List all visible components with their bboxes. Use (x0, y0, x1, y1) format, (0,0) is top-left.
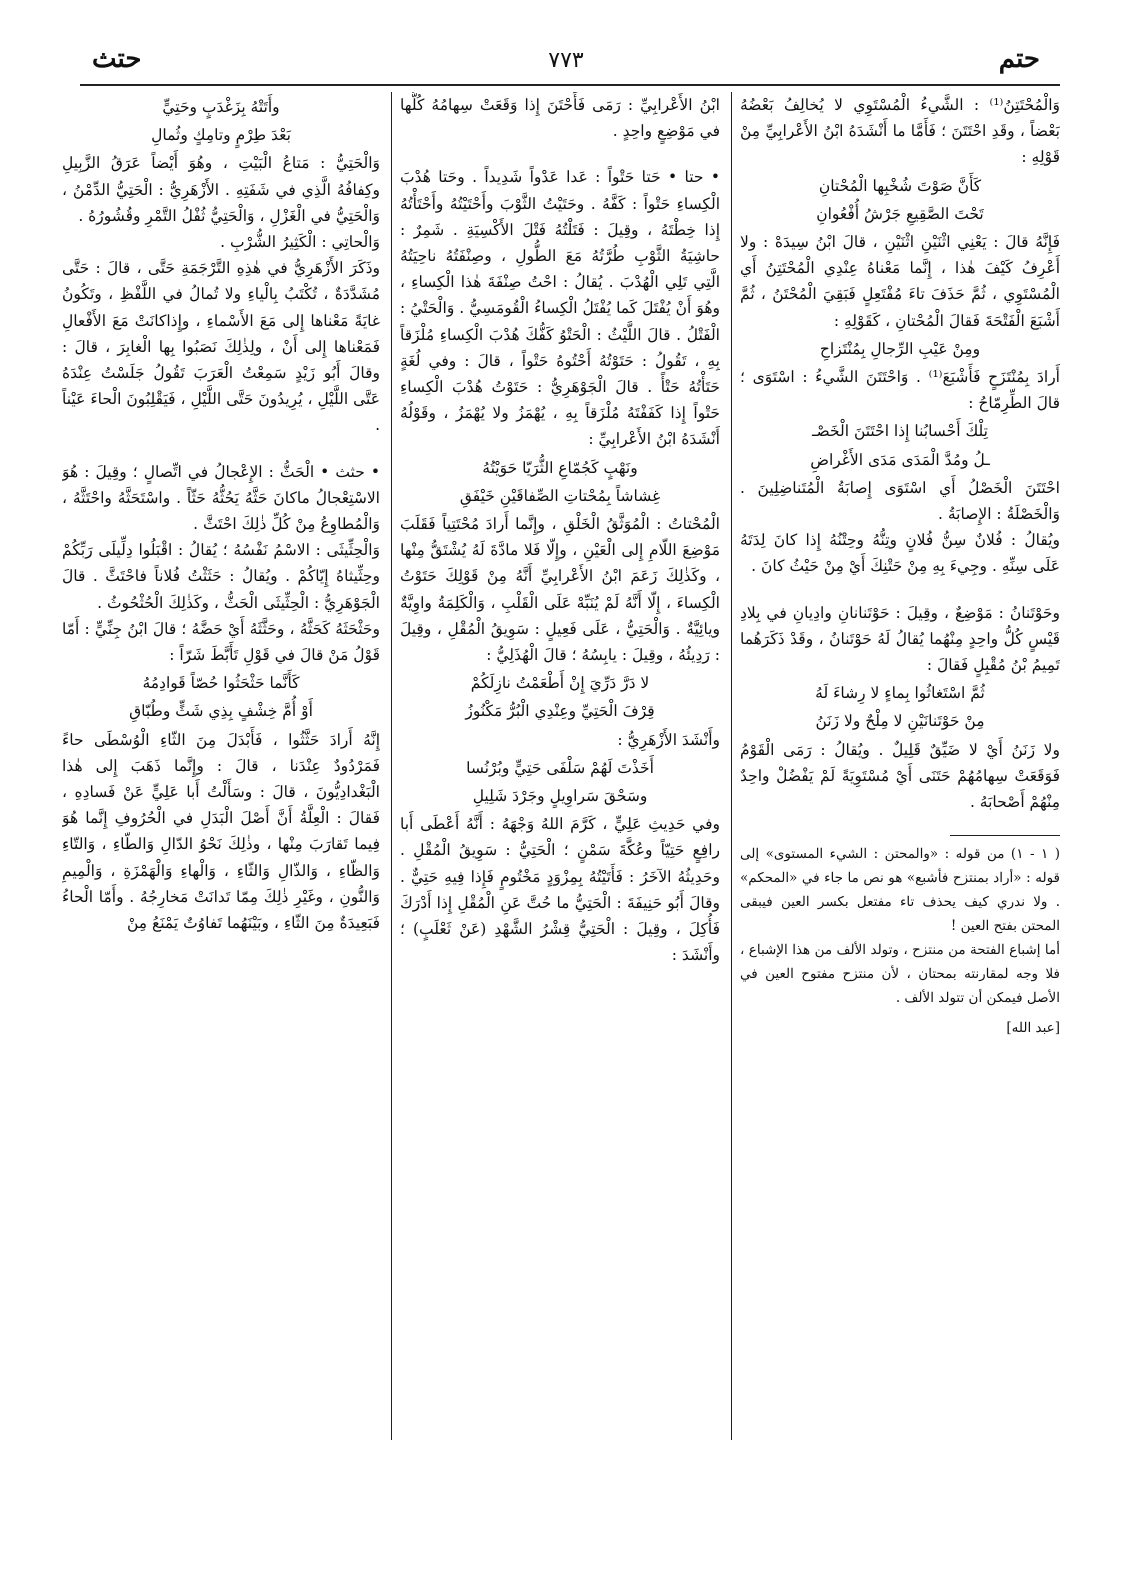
verse-line: كَأَنَّما حَثْحَثُوا حُصّاً قَوادِمُهُ (142, 674, 300, 693)
footnote-signature: [عبد الله] (1006, 1020, 1060, 1037)
verse-line: وسَحْقَ سَراوِيلٍ وجَرْدَ شَلِيلِ (472, 787, 648, 806)
paragraph: احْتَتَنَ الْخَصْلُ أَي اسْتَوَى إِصابَةُ الْمُتَناضِلِينَ . وَالْخَصْلَةُ : الإِصابَةُ . (740, 478, 1060, 524)
page-number: ٧٧٣ (548, 48, 584, 73)
column-1 (740, 92, 1060, 1442)
footnote-rule (950, 835, 1060, 836)
column-3 (62, 92, 380, 1442)
header-right-word: حتم (998, 44, 1040, 74)
entry-hathth: • حثث • الْحَثُّ : الإِعْجالُ في اتِّصالٍ ؛ وقِيلَ : هُوَ الاسْتِعْجالُ ماكانَ حَثَّهُ يَحُثُّهُ حَثّاً . واسْتَحَثَّهُ واحْتَثَّهُ ، وَالْمُطاوِعُ مِنْ كُلِّ ذٰلِكَ احْتَثَّ . (62, 462, 380, 534)
column-divider (731, 92, 732, 1440)
verse-line: ثُمَّ اسْتَغاثُوا بِماءٍ لا رِشاءَ لَهُ (815, 684, 985, 703)
verse-line: كَأَنَّ صَوْتَ شُخْبِها الْمُحْتانِ (818, 176, 982, 195)
verse-line: وأَتَتْهُ بِزَغْدَبٍ وحَتِيٍّ (162, 98, 280, 116)
verse-line: تَحْتَ الصَّقِيعِ جَرْشُ أُفْعُوانِ (816, 204, 984, 223)
verse-line: ونَهْبٍ كَجُمّاعِ الثُّرَيّا حَوَيْتُهُ (482, 458, 638, 477)
paragraph: أَرادَ بِمُنْتَزَحٍ فَأَشْبَعَ⁽¹⁾ . وَاحْتَتَنَ الشَّيءُ : اسْتَوَى ؛ قالَ الطِّرِمّاحُ : (740, 368, 1060, 413)
paragraph: فَإِنَّهُ قالَ : يَعْنِي اثْنَيْنِ اثْنَيْنِ ، قالَ ابْنُ سِيدَهْ : ولا أَعْرِفُ كَيْفَ هٰذا ، إِنَّما مَعْناهُ عِنْدِي الْمُحْتَتِنُ أَي الْمُسْتَوِي ، ثُمَّ حَذَفَ تاءَ مُفْتَعِلٍ فَبَقِيَ الْمُحْتَنُ ، ثُمَّ أَشْبَعَ الْفَتْحَةَ فَقالَ الْمُحْتانِ ، كَقَوْلِهِ : (740, 233, 1060, 330)
paragraph: إِنَّهُ أَرادَ حَثَّثُوا ، فَأَبْدَلَ مِنَ الثّاءِ الْوُسْطَى حاءً فَمَرْدُودٌ عِنْدَنا ، قالَ : وإِنَّما ذَهَبَ إِلى هٰذا الْبَغْدادِيُّونَ ، قالَ : وسَأَلْتُ أَبا عَلِيٍّ عَنْ فَسادِهِ ، فَقالَ : الْعِلَّةُ أَنَّ أَصْلَ الْبَدَلِ في الْحُرُوفِ إِنَّما هُوَ فِيما تَقارَبَ مِنْها ، وذٰلِكَ نَحْوُ الدّالِ وَالطّاءِ ، وَالتّاءِ وَالظّاءِ ، وَالذّالِ وَالثّاءِ ، وَالْهاءِ وَالْهَمْزَةِ ، وَالْمِيمِ وَالنُّونِ ، وغَيْرِ ذٰلِكَ مِمّا تَدانَتْ مَخارِجُهُ . وأَمّا الْحاءُ فَبَعِيدَةٌ مِنَ الثّاءِ ، وبَيْنَهُما تَفاوُتٌ يَمْنَعُ مِنْ (62, 730, 380, 933)
paragraph: وَالْمُحْتَتِنُ⁽¹⁾ : الشَّيءُ الْمُسْتَوِي لا يُخالِفُ بَعْضُهُ بَعْضاً ، وقَدِ احْتَتَنَ ؛ فَأَمَّا ما أَنْشَدَهُ ابْنُ الأَعْرابِيِّ مِنْ قَوْلِهِ : (740, 96, 1060, 167)
verse-line: ـلُ ومُدَّ الْمَدَى مَدَى الأَغْراضِ (810, 450, 990, 469)
verse-line: لا دَرَّ دَرِّيَ إِنْ أَطْعَمْتُ نازِلَكُمْ (470, 674, 650, 693)
paragraph: ولا زَنَنُ أَيْ لا ضَيِّقٌ قَلِيلٌ . ويُقالُ : رَمَى الْقَوْمُ فَوَقَعَتْ سِهامُهُمْ حَتَنَى أَيْ مُسْتَوِيَةً لَمْ يَفْضُلْ واحِدٌ مِنْهُمْ أَصْحابَهُ . (740, 740, 1060, 812)
paragraph: وحَوْتَنانُ : مَوْضِعٌ ، وقِيلَ : حَوْتَنانانِ وادِيانِ في بِلادِ قَيْسٍ كُلُّ واحِدٍ مِنْهُما يُقالُ لَهُ حَوْتَنانُ ، وقَدْ ذَكَرَهُما تَمِيمُ بْنُ مُقْبِلٍ فَقالَ : (740, 603, 1060, 675)
paragraph: وَالْحاتِي : الْكَثِيرُ الشُّرْبِ . (220, 233, 380, 252)
paragraph: الْمُحْتاتُ : الْمُوَثَّقُ الْخَلْقِ ، وإِنَّما أَرادَ مُحْتَتِياً فَقَلَبَ مَوْضِعَ اللّامِ إِلى الْعَيْنِ ، وإِلّا فَلا مادَّةَ لَهُ يُشْتَقُّ مِنْها ، وكَذٰلِكَ زَعَمَ ابْنُ الأَعْرابِيِّ أَنَّهُ مِنْ قَوْلِكَ حَتَوْتُ الْكِساءَ ، إِلّا أَنَّهُ لَمْ يُنَبِّهْ عَلَى الْقَلْبِ ، وَالْكَلِمَةُ واوِيَّةٌ ويائِيَّةٌ . وَالْحَتِيُّ ، عَلَى فَعِيلٍ : سَوِيقُ الْمُقْلِ ، وقِيلَ : رَدِيئُهُ ، وقِيلَ : يابِسُهُ ؛ قالَ الْهُذَلِيُّ : (400, 515, 720, 665)
verse-line: أَخَذْتَ لَهُمْ سَلْفَى حَتِيٍّ وبُرْنُسا (466, 758, 654, 777)
page-header (0, 38, 1132, 88)
paragraph: وفي حَدِيثِ عَلِيٍّ ، كَرَّمَ اللهُ وَجْهَهُ : أَنَّهُ أَعْطَى أَبا رافِعٍ حَتِيّاً وعُكَّةَ سَمْنٍ ؛ الْحَتِيُّ : سَوِيقُ الْمُقْلِ . وحَدِيثُهُ الآخَرُ : فَأَتَيْتُهُ بِمِزْوَدٍ مَخْتُومٍ فَإِذا فِيهِ حَتِيٌّ . وقالَ أَبُو حَنِيفَةَ : الْحَتِيُّ ما حُتَّ عَنِ الْمُقْلِ إِذا أَدْرَكَ فَأُكِلَ ، وقِيلَ : الْحَتِيُّ قِشْرُ الشَّهْدِ (عَنْ ثَعْلَبٍ) ؛ وأَنْشَدَ : (400, 815, 720, 965)
paragraph: ويُقالُ : فُلانٌ سِنُّ فُلانٍ وتِنُّهُ وحِتْنُهُ إِذا كانَ لِدَتَهُ عَلَى سِنِّهِ . وجِيءَ بِهِ مِنْ حَتْنِكَ أَيْ مِنْ حَيْثُ كانَ . (740, 531, 1060, 576)
verse-line: تِلْكَ أَحْسابُنا إِذا احْتَتَنَ الْخَصْـ (812, 422, 988, 441)
header-left-word: حتث (92, 44, 142, 74)
verse-line: مِنْ حَوْتَنانَيْنِ لا مِلْحٌ ولا زَنَنُ (815, 712, 985, 731)
column-2 (400, 92, 720, 1442)
verse-line: قِرْفَ الْحَتِيِّ وعِنْدِي الْبُرُّ مَكْنُوزُ (465, 702, 655, 721)
footnote (740, 842, 1060, 1040)
verse-line: أَوْ أُمَّ خِشْفٍ بِذِي شَثٍّ وطُبّاقِ (129, 702, 313, 721)
paragraph: وذَكَرَ الأَزْهَرِيُّ في هٰذِهِ التَّرْجَمَةِ حَتَّى ، قالَ : حَتَّى مُشَدَّدَةٌ ، تُكْتَبُ بِالْياءِ ولا تُمالُ في اللَّفْظِ ، وتَكُونُ غايَةً مَعْناها إِلى مَعَ الأَسْماءِ ، وإِذاكانَتْ مَعَ الأَفْعالِ فَمَعْناها إِلى أَنْ ، ولِذٰلِكَ نَصَبُوا بِها الْغابِرَ ، قالَ : وقالَ أَبُو زَيْدٍ سَمِعْتُ الْعَرَبَ تَقُولُ جَلَسْتُ عِنْدَهُ عَتَّى اللَّيْلِ ، يُرِيدُونَ حَتَّى اللَّيْلِ ، فَيَقْلِبُونَ الْحاءَ عَيْناً . (62, 259, 380, 435)
column-divider (391, 92, 392, 1440)
verse-line: بَعْدَ طِرْمٍ وتامِكٍ وثُمالِ (151, 126, 291, 145)
paragraph: وأَنْشَدَ الأَزْهَرِيُّ : (617, 730, 720, 749)
footnote-text: ( ١ - ١) من قوله : «والمحتن : الشيء المستوى» إلى قوله : «أراد بمنتزح فأشبع» هو نص ما جاء في «المحكم» . ولا ندري كيف يحذف تاء مفتعل بكسر العين فيبقى المحتن بفتح العين ! (740, 846, 1060, 935)
paragraph: وَالْحَتِيُّ : مَتاعُ الْبَيْتِ ، وهُوَ أَيْضاً عَرَقُ الزَّبِيلِ وكِفافُهُ الَّذِي في شَفَتِهِ . الأَزْهَرِيُّ : الْحَتِيُّ الدِّمْنُ ، وَالْحَتِيُّ في الْغَزْلِ ، وَالْحَتِيُّ ثُفْلُ التَّمْرِ وقُشُورُهُ . (62, 154, 380, 225)
verse-line: ومِنْ عَيْبِ الرِّجالِ بِمُنْتَزاحِ (819, 339, 981, 358)
entry-hata: • حتا • حَتا حَتْواً : عَدا عَدْواً شَدِيداً . وحَتا هُدْبَ الْكِساءِ حَتْواً : كَفَّهُ . وحَتَيْتُ الثَّوْبَ وأَحْتَيْتُهُ وأَحْتَأْتُهُ إِذا خِطْتَهُ ، وقِيلَ : فَتَلْتُهُ فَتْلَ الأَكْسِيَةِ . شَمِرٌ : حاشِيَةُ الثَّوْبِ طُرَّتُهُ مَعَ الطُّولِ ، وصِنْفَتُهُ ناحِيَتُهُ الَّتِي تَلِي الْهُدْبَ . يُقالُ : احْتُ صِنْفَةَ هٰذا الْكِساءِ ، وهُوَ أَنْ يُفْتَلَ كَما يُفْتَلُ الْكِساءُ الْقُومَسِيُّ . وَالْحَتْيُ : الْفَتْلُ . قالَ اللَّيْثُ : الْحَتْوُ كَفُّكَ هُدْبَ الْكِساءِ مُلْزَقاً بِهِ ، تَقُولُ : حَتَوْتُهُ أَحْتُوهُ حَتْواً ، قالَ : وفي لُغَةٍ حَتَأْتُهُ حَتْأً . قالَ الْجَوْهَرِيُّ : حَتَوْتُ هُدْبَ الْكِساءِ حَتْواً إِذا كَفَفْتَهُ مُلْزَقاً بِهِ ، يُهْمَزُ ولا يُهْمَزُ ، وقَوْلُهُ أَنْشَدَهُ ابْنُ الأَعْرابِيِّ : (400, 168, 720, 449)
paragraph: ابْنُ الأَعْرابِيِّ : رَمَى فَأَحْتَنَ إِذا وَقَعَتْ سِهامُهُ كُلُّها في مَوْضِعٍ واحِدٍ . (400, 96, 720, 141)
paragraph: وحَثْحَثَهُ كَحَثَّهُ ، وحَثَّثَهُ أَيْ حَضَّهُ ؛ قالَ ابْنُ جِنِّيٍّ : أَمّا قَوْلُ مَنْ قالَ في قَوْلِ تَأَبَّطَ شَرّاً : (62, 619, 380, 665)
paragraph: وَالْحِثِّيثَى : الاسْمُ نَفْسُهُ ؛ يُقالُ : اقْبَلُوا دِلِّيلَى رَبِّكُمْ وحِثِّيثاهُ إِيّاكُمْ . ويُقالُ : حَثَثْتُ فُلاناً فاحْتَثَّ . قالَ الْجَوْهَرِيُّ : الْحِثِّيثَى الْحَثُّ ، وكَذٰلِكَ الْحُثْحُوثُ . (62, 541, 380, 612)
footnote-text: أما إشباع الفتحة من منتزح ، وتولد الألف من هذا الإشباع ، فلا وجه لمقارنته بمحتان ، لأن منتزح مفتوح العين في الأصل فيمكن أن تتولد الألف . (740, 942, 1060, 1007)
header-rule (80, 84, 1060, 86)
verse-line: غِشاشاً بِمُحْتاتِ الصِّفاقَيْنِ خَيْفَقِ (459, 486, 661, 505)
